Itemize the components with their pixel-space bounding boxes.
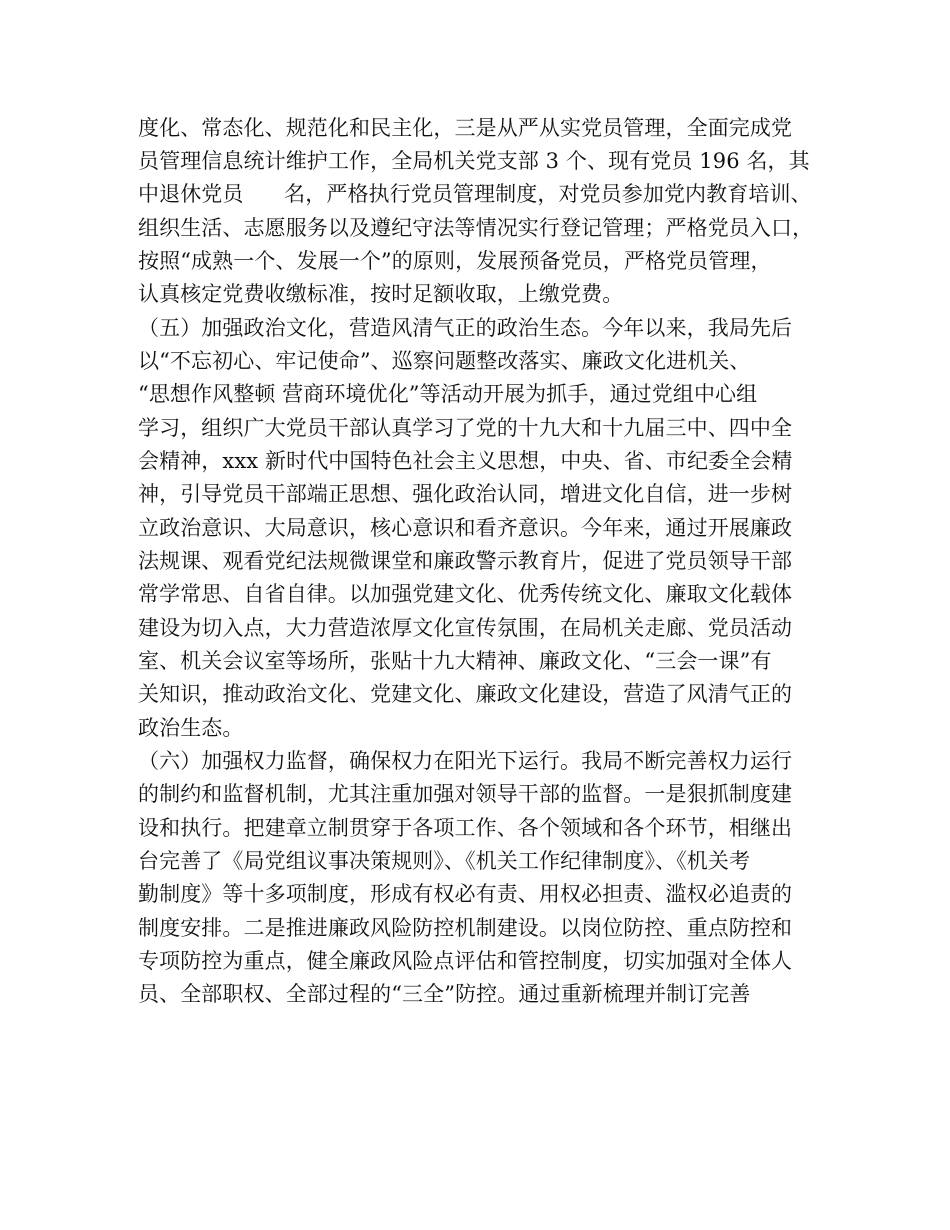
text-line: 常学常思、自省自律。以加强党建文化、优秀传统文化、廉取文化载体 [138,582,793,606]
text-line: 勤制度》等十多项制度，形成有权必有责、用权必担责、滥权必追责的 [138,882,793,906]
text-line: 法规课、观看党纪法规微课堂和廉政警示教育片，促进了党员领导干部 [138,549,793,573]
text-line: 学习，组织广大党员干部认真学习了党的十九大和十九届三中、四中全 [138,416,793,440]
text-line: 的制约和监督机制，尤其注重加强对领导干部的监督。一是狠抓制度建 [138,782,793,806]
text-line: 台完善了《局党组议事决策规则》、《机关工作纪律制度》、《机关考 [138,849,751,873]
section-heading-line: （五）加强政治文化，营造风清气正的政治生态。今年以来，我局先后 [138,316,793,340]
text-line: 专项防控为重点，健全廉政风险点评估和管控制度，切实加强对全体人 [138,949,793,973]
text-line: 设和执行。把建章立制贯穿于各项工作、各个领域和各个环节，相继出 [138,816,793,840]
text-line: 神，引导党员干部端正思想、强化政治认同，增进文化自信，进一步树 [138,482,793,506]
text-line: 会精神，xxx 新时代中国特色社会主义思想，中央、省、市纪委全会精 [138,449,793,473]
section-heading-line: （六）加强权力监督，确保权力在阳光下运行。我局不断完善权力运行 [138,749,793,773]
text-line: 建设为切入点，大力营造浓厚文化宣传氛围，在局机关走廊、党员活动 [138,616,793,640]
text-line: “思想作风整顿 营商环境优化”等活动开展为抓手，通过党组中心组 [138,382,758,406]
text-line: 室、机关会议室等场所，张贴十九大精神、廉政文化、“三会一课”有 [138,649,772,673]
text-line: 按照“成熟一个、发展一个”的原则，发展预备党员，严格党员管理， [138,249,772,273]
text-line: 制度安排。二是推进廉政风险防控机制建设。以岗位防控、重点防控和 [138,916,793,940]
text-line: 组织生活、志愿服务以及遵纪守法等情况实行登记管理；严格党员入口， [138,216,814,240]
text-line: 员、全部职权、全部过程的“三全”防控。通过重新梳理并制订完善 [138,982,751,1006]
text-line: 以“不忘初心、牢记使命”、巡察问题整改落实、廉政文化进机关、 [138,349,751,373]
text-line: 关知识，推动政治文化、党建文化、廉政文化建设，营造了风清气正的 [138,682,793,706]
text-line: 度化、常态化、规范化和民主化，三是从严从实党员管理，全面完成党 [138,116,793,140]
text-line: 立政治意识、大局意识，核心意识和看齐意识。今年来，通过开展廉政 [138,516,793,540]
text-line: 员管理信息统计维护工作，全局机关党支部 3 个、现有党员 196 名，其 [138,149,810,173]
text-line: 中退休党员 名，严格执行党员管理制度，对党员参加党内教育培训、 [138,182,812,206]
text-line: 认真核定党费收缴标准，按时足额收取，上缴党费。 [138,282,624,306]
text-line: 政治生态。 [138,716,244,740]
